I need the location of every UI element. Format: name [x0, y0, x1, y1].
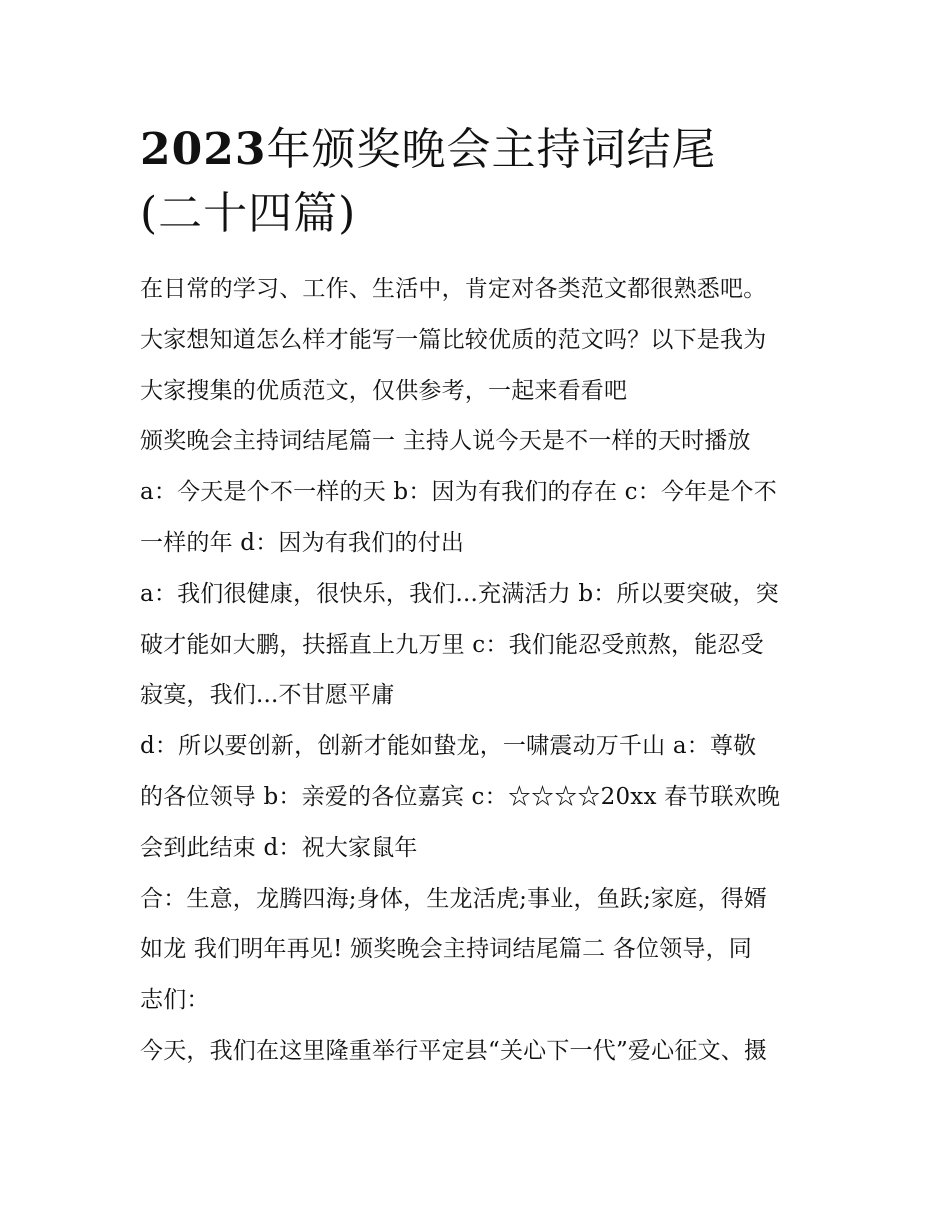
document-body	[140, 264, 812, 1077]
text-line: 破才能如大鹏，扶摇直上九万里 c：我们能忍受煎熬，能忍受	[140, 631, 764, 658]
text-line: 的各位领导 b：亲爱的各位嘉宾 c：☆☆☆☆20xx 春节联欢晚	[140, 783, 781, 810]
text-line: d：所以要创新，创新才能如蛰龙，一啸震动万千山 a：尊敬	[140, 733, 757, 760]
title-year: 2023	[140, 124, 267, 175]
text-line: 大家搜集的优质范文，仅供参考，一起来看看吧	[140, 377, 628, 404]
document-title	[140, 118, 812, 246]
title-line-2: (二十四篇)	[140, 188, 357, 239]
document-page	[140, 118, 812, 1077]
text-line: 今天，我们在这里隆重举行平定县“关心下一代”爱心征文、摄	[140, 1037, 768, 1064]
title-line-1	[140, 118, 812, 182]
text-line: 在日常的学习、工作、生活中，肯定对各类范文都很熟悉吧。	[140, 276, 767, 302]
text-line: a：今天是个不一样的天 b：因为有我们的存在 c：今年是个不	[140, 479, 777, 506]
text-line: 志们：	[140, 987, 210, 1014]
text-line: 寂寞，我们...不甘愿平庸	[140, 682, 395, 709]
text-line: 颁奖晚会主持词结尾篇一 主持人说今天是不一样的天时播放	[140, 428, 751, 455]
text-line: a：我们很健康，很快乐，我们...充满活力 b：所以要突破，突	[140, 580, 779, 607]
text-line: 如龙 我们明年再见! 颁奖晚会主持词结尾篇二 各位领导，同	[140, 936, 752, 963]
text-line: 会到此结束 d：祝大家鼠年	[140, 834, 418, 861]
text-line: 合：生意，龙腾四海;身体，生龙活虎;事业，鱼跃;家庭，得婿	[140, 885, 768, 912]
title-text: 年颁奖晚会主持词结尾	[266, 124, 717, 175]
text-line: 一样的年 d：因为有我们的付出	[140, 529, 465, 556]
text-line: 大家想知道怎么样才能写一篇比较优质的范文吗？以下是我为	[140, 326, 767, 353]
